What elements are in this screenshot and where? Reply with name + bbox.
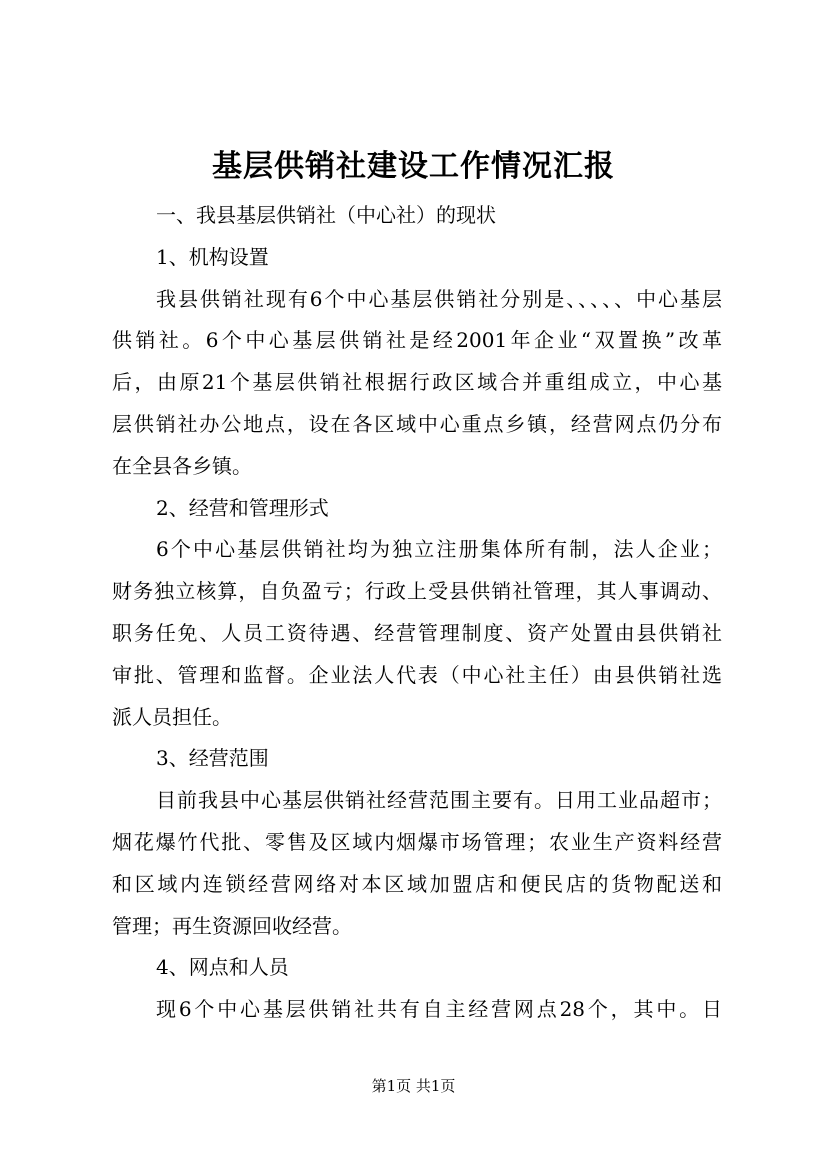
paragraph-line: 供销社。6个中心基层供销社是经2001年企业“双置换”改革 xyxy=(112,328,722,353)
paragraph-line: 6个中心基层供销社均为独立注册集体所有制，法人企业； xyxy=(156,537,722,562)
paragraph-line: 后，由原21个基层供销社根据行政区域合并重组成立，中心基 xyxy=(112,370,722,395)
subsection-heading: 2、经营和管理形式 xyxy=(156,495,329,520)
paragraph-line: 职务任免、人员工资待遇、经营管理制度、资产处置由县供销社 xyxy=(112,620,722,645)
document-body xyxy=(112,195,722,1031)
paragraph-line: 财务独立核算，自负盈亏；行政上受县供销社管理，其人事调动、 xyxy=(112,579,722,604)
paragraph-line: 在全县各乡镇。 xyxy=(112,453,252,478)
paragraph-line: 烟花爆竹代批、零售及区域内烟爆市场管理；农业生产资料经营 xyxy=(112,829,722,854)
subsection-heading: 1、机构设置 xyxy=(156,244,269,269)
document-title: 基层供销社建设工作情况汇报 xyxy=(212,149,615,184)
subsection-heading: 4、网点和人员 xyxy=(156,955,289,980)
paragraph-line: 现6个中心基层供销社共有自主经营网点28个，其中。日 xyxy=(156,997,722,1022)
page-footer: 第1页 共1页 xyxy=(371,1077,456,1095)
paragraph-line: 目前我县中心基层供销社经营范围主要有。日用工业品超市； xyxy=(156,788,722,813)
paragraph-line: 管理；再生资源回收经营。 xyxy=(112,913,352,938)
paragraph-line: 层供销社办公地点，设在各区域中心重点乡镇，经营网点仍分布 xyxy=(112,411,722,436)
paragraph-line: 派人员担任。 xyxy=(112,704,232,729)
paragraph-line: 和区域内连锁经营网络对本区域加盟店和便民店的货物配送和 xyxy=(112,871,722,896)
paragraph-line: 我县供销社现有6个中心基层供销社分别是、、、、、中心基层 xyxy=(156,286,722,311)
paragraph-line: 审批、管理和监督。企业法人代表（中心社主任）由县供销社选 xyxy=(112,662,722,687)
subsection-heading: 3、经营范围 xyxy=(156,746,269,771)
section-heading: 一、我县基层供销社（中心社）的现状 xyxy=(156,203,496,227)
